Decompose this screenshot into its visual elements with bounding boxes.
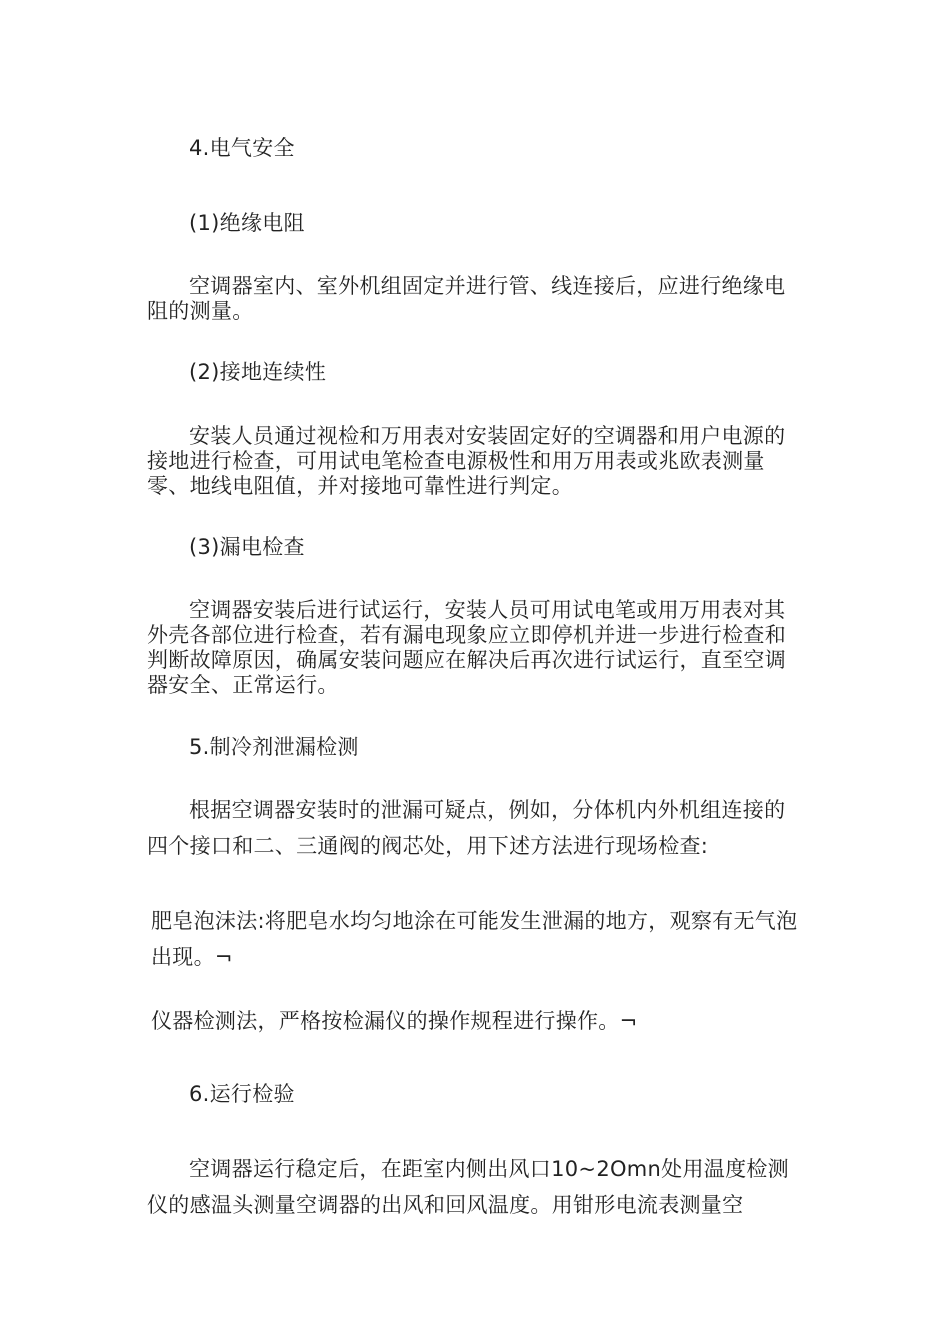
section-heading-electrical-safety: 4.电气安全 — [189, 136, 295, 160]
paragraph-leakage-check: 空调器安装后进行试运行，安装人员可用试电笔或用万用表对其外壳各部位进行检查，若有漏电现象应立即停机并进一步进行检查和判断故障原因，确属安装问题应在解决后再次进行试运行，直至空调器安全、正常运行。 — [147, 598, 786, 697]
section-heading-refrigerant-leak: 5.制冷剂泄漏检测 — [189, 735, 359, 759]
paragraph-grounding-continuity: 安装人员通过视检和万用表对安装固定好的空调器和用户电源的接地进行检查，可用试电笔检查电源极性和用万用表或兆欧表测量零、地线电阻值，并对接地可靠性进行判定。 — [147, 424, 786, 498]
list-item-instrument-method: 仪器检测法，严格按检漏仪的操作规程进行操作。¬ — [151, 1009, 638, 1033]
paragraph-refrigerant-leak: 根据空调器安装时的泄漏可疑点，例如，分体机内外机组连接的四个接口和二、三通阀的阀芯处，用下述方法进行现场检查: — [147, 798, 786, 858]
section-heading-operation-test: 6.运行检验 — [189, 1082, 295, 1106]
paragraph-insulation-resistance: 空调器室内、室外机组固定并进行管、线连接后，应进行绝缘电阻的测量。 — [147, 274, 786, 323]
subheading-insulation-resistance: (1)绝缘电阻 — [189, 211, 305, 235]
paragraph-operation-test: 空调器运行稳定后，在距室内侧出风口10~2Omn处用温度检测仪的感温头测量空调器的出风和回风温度。用钳形电流表测量空 — [147, 1157, 789, 1217]
list-item-soap-bubble-method: 肥皂泡沫法:将肥皂水均匀地涂在可能发生泄漏的地方，观察有无气泡出现。¬ — [151, 909, 798, 969]
subheading-leakage-check: (3)漏电检查 — [189, 535, 305, 559]
subheading-grounding-continuity: (2)接地连续性 — [189, 360, 327, 384]
